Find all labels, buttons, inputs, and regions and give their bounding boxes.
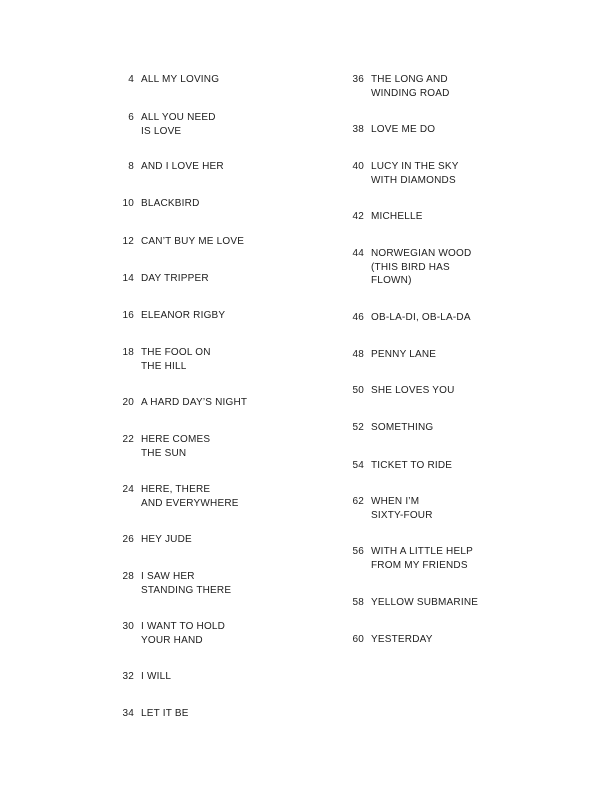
contents-entry (112, 620, 331, 647)
contents-entry (112, 433, 331, 460)
song-title: DAY TRIPPER (141, 273, 209, 284)
page-number: 16 (122, 310, 134, 321)
page-number: 42 (352, 211, 364, 222)
page-number: 32 (122, 671, 134, 682)
song-title: CAN’T BUY ME LOVE (141, 236, 245, 247)
contents-entry (342, 348, 561, 362)
contents-column-left (112, 0, 352, 800)
page-number: 62 (352, 496, 364, 507)
song-title: I WANT TO HOLD YOUR HAND (141, 621, 226, 646)
contents-entry (342, 421, 561, 435)
song-title: THE FOOL ON THE HILL (141, 347, 211, 372)
contents-entry (112, 533, 331, 547)
contents-entry (112, 197, 331, 211)
contents-entry (112, 309, 331, 323)
song-title: SOMETHING (371, 422, 434, 433)
contents-entry (112, 570, 331, 597)
song-title: WHEN I’M SIXTY-FOUR (371, 496, 433, 521)
contents-entry (342, 545, 561, 572)
song-title: LUCY IN THE SKY WITH DIAMONDS (371, 161, 459, 186)
page-number: 12 (122, 236, 134, 247)
contents-entry (342, 596, 561, 610)
contents-entry (112, 111, 331, 138)
song-title: TICKET TO RIDE (371, 460, 453, 471)
page-number: 26 (122, 534, 134, 545)
page-number: 8 (128, 161, 134, 172)
page-number: 46 (352, 312, 364, 323)
song-title: ELEANOR RIGBY (141, 310, 226, 321)
page-number: 60 (352, 634, 364, 645)
page-number: 24 (122, 484, 134, 495)
song-title: THE LONG AND WINDING ROAD (371, 74, 450, 99)
contents-entry (112, 346, 331, 373)
contents-entry (112, 670, 331, 684)
song-title: HERE COMES THE SUN (141, 434, 211, 459)
page-number: 28 (122, 571, 134, 582)
page-number: 44 (352, 248, 364, 259)
page-number: 56 (352, 546, 364, 557)
page-number: 38 (352, 124, 364, 135)
contents-entry (342, 247, 561, 288)
song-title: OB-LA-DI, OB-LA-DA (371, 312, 471, 323)
page-number: 20 (122, 397, 134, 408)
contents-entry (342, 73, 561, 100)
song-title: A HARD DAY’S NIGHT (141, 397, 248, 408)
contents-entry (112, 160, 331, 174)
contents-entry (112, 483, 331, 510)
page-number: 36 (352, 74, 364, 85)
song-title: I WILL (141, 671, 172, 682)
song-title: ALL MY LOVING (141, 74, 220, 85)
page-number: 18 (122, 347, 134, 358)
song-title: WITH A LITTLE HELP FROM MY FRIENDS (371, 546, 473, 571)
song-title: HERE, THERE AND EVERYWHERE (141, 484, 239, 509)
page-number: 22 (122, 434, 134, 445)
song-title: AND I LOVE HER (141, 161, 224, 172)
song-title: BLACKBIRD (141, 198, 200, 209)
contents-entry (112, 272, 331, 286)
song-title: I SAW HER STANDING THERE (141, 571, 232, 596)
page-number: 30 (122, 621, 134, 632)
song-title: MICHELLE (371, 211, 423, 222)
song-title: YELLOW SUBMARINE (371, 597, 479, 608)
page-number: 14 (122, 273, 134, 284)
page-number: 58 (352, 597, 364, 608)
contents-entry (342, 311, 561, 325)
contents-entry (342, 495, 561, 522)
page-number: 50 (352, 385, 364, 396)
song-title: NORWEGIAN WOOD (THIS BIRD HAS FLOWN) (371, 248, 472, 286)
page-number: 10 (122, 198, 134, 209)
contents-column-right (342, 0, 582, 800)
song-title: LET IT BE (141, 708, 189, 719)
song-title: HEY JUDE (141, 534, 192, 545)
contents-entry (112, 235, 331, 249)
contents-entry (342, 160, 561, 187)
contents-entry (342, 210, 561, 224)
contents-entry (112, 707, 331, 721)
contents-entry (112, 396, 331, 410)
page-number: 48 (352, 349, 364, 360)
page-number: 34 (122, 708, 134, 719)
contents-entry (342, 633, 561, 647)
contents-entry (112, 73, 331, 87)
page-number: 6 (128, 112, 134, 123)
contents-entry (342, 459, 561, 473)
song-title: YESTERDAY (371, 634, 433, 645)
song-title: SHE LOVES YOU (371, 385, 455, 396)
contents-entry (342, 384, 561, 398)
page-number: 4 (128, 74, 134, 85)
song-title: PENNY LANE (371, 349, 437, 360)
page-number: 40 (352, 161, 364, 172)
contents-entry (342, 123, 561, 137)
song-title: LOVE ME DO (371, 124, 436, 135)
page-number: 52 (352, 422, 364, 433)
song-title: ALL YOU NEED IS LOVE (141, 112, 216, 137)
page-number: 54 (352, 460, 364, 471)
